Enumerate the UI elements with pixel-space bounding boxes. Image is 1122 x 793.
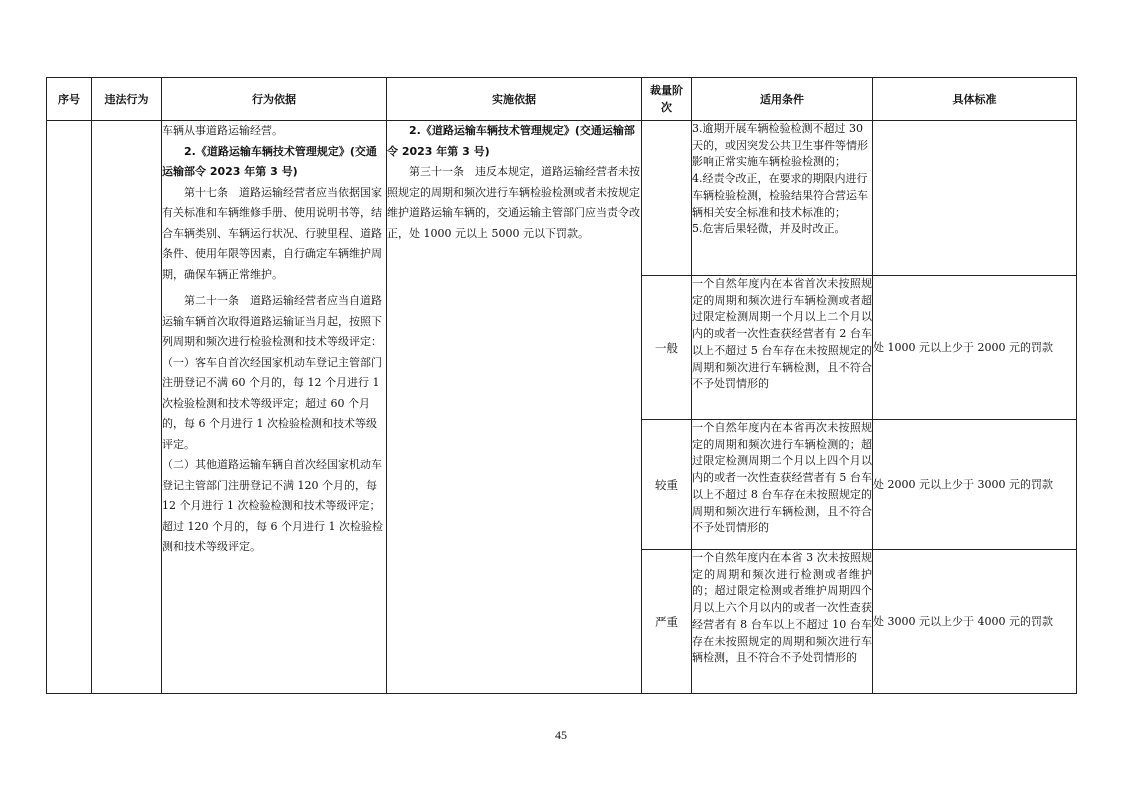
impl-article-31: 第三十一条 违反本规定，道路运输经营者未按照规定的周期和频次进行车辆检验检测或者未按规定维护道路运输车辆的，交通运输主管部门应当责令改正，处 1000 元以上 5000 元以下罚款。 [387, 165, 640, 240]
header-row [47, 78, 1077, 121]
penalty-table [46, 77, 1077, 694]
impl-regulation-title: 2.《道路运输车辆技术管理规定》(交通运输部令 2023 年第 3 号) [387, 124, 635, 158]
level-cell: 一般 [642, 276, 692, 420]
header-condition: 适用条件 [692, 78, 873, 121]
condition-cell: 一个自然年度内在本省再次未按照规定的周期和频次进行车辆检测的；超过限定检测周期二个月以上四个月以内的或者一次性查获经营者有 5 台车以上不超过 8 台车存在未按照规定的周期和频次进行车辆检测，且不符合不予处罚情形的 [692, 420, 873, 550]
header-violation: 违法行为 [92, 78, 162, 121]
level-cell: 严重 [642, 550, 692, 694]
standard-cell: 处 2000 元以上少于 3000 元的罚款 [873, 420, 1077, 550]
header-standard: 具体标准 [873, 78, 1077, 121]
basis-regulation-title: 2.《道路运输车辆技术管理规定》(交通运输部令 2023 年第 3 号) [162, 144, 377, 178]
page-number: 45 [555, 728, 567, 742]
standard-cell: 处 3000 元以上少于 4000 元的罚款 [873, 550, 1077, 694]
basis-article-21: 第二十一条 道路运输经营者应当自道路运输车辆首次取得道路运输证当月起，按照下列周期和频次进行检验检测和技术等级评定：（一）客车自首次经国家机动车登记主管部门注册登记不满 60 个月的，每 12 个月进行 1 次检验检测和技术等级评定；超过 60 个月的，每 6 个月进行 1 次检验检测和技术等级评定。 [162, 294, 382, 451]
basis-article-21-item2: （二）其他道路运输车辆自首次经国家机动车登记主管部门注册登记不满 120 个月的，每 12 个月进行 1 次检验检测和技术等级评定；超过 120 个月的，每 6 个月进行 1 次检验检测和技术等级评定。 [162, 458, 383, 553]
header-level: 裁量阶次 [642, 78, 692, 121]
header-impl: 实施依据 [387, 78, 642, 121]
header-seq: 序号 [47, 78, 92, 121]
table-row [47, 121, 1077, 276]
standard-cell: 处 1000 元以上少于 2000 元的罚款 [873, 276, 1077, 420]
standard-cell [873, 121, 1077, 276]
violation-cell [92, 121, 162, 694]
level-cell: 较重 [642, 420, 692, 550]
seq-cell [47, 121, 92, 694]
basis-article-17: 第十七条 道路运输经营者应当依据国家有关标准和车辆维修手册、使用说明书等，结合车辆类别、车辆运行状况、行驶里程、道路条件、使用年限等因素，自行确定车辆维护周期，确保车辆正常维护。 [162, 185, 382, 281]
condition-cell [692, 121, 873, 276]
condition-line: 5.危害后果轻微，并及时改正。 [692, 222, 846, 236]
header-basis: 行为依据 [162, 78, 387, 121]
condition-cell: 一个自然年度内在本省 3 次未按照规定的周期和频次进行检测或者维护的；超过限定检测或者维护周期四个月以上六个月以内的或者一次性查获经营者有 8 台车以上不超过 10 台车存在未按照规定的周期和频次进行车辆检测，且不符合不予处罚情形的 [692, 550, 873, 694]
impl-cell [387, 121, 642, 694]
level-cell [642, 121, 692, 276]
condition-cell: 一个自然年度内在本省首次未按照规定的周期和频次进行车辆检测或者超过限定检测周期一个月以上二个月以内的或者一次性查获经营者有 2 台车以上不超过 5 台车存在未按照规定的周期和频次进行车辆检测，且不符合不予处罚情形的 [692, 276, 873, 420]
condition-line: 4.经责令改正，在要求的期限内进行车辆检验检测，检验结果符合营运车辆相关安全标准和技术标准的； [692, 172, 868, 219]
condition-line: 3.逾期开展车辆检验检测不超过 30 天的，或因突发公共卫生事件等情形影响正常实施车辆检验检测的； [692, 122, 868, 169]
basis-p1: 车辆从事道路运输经营。 [162, 124, 283, 137]
basis-cell [162, 121, 387, 694]
